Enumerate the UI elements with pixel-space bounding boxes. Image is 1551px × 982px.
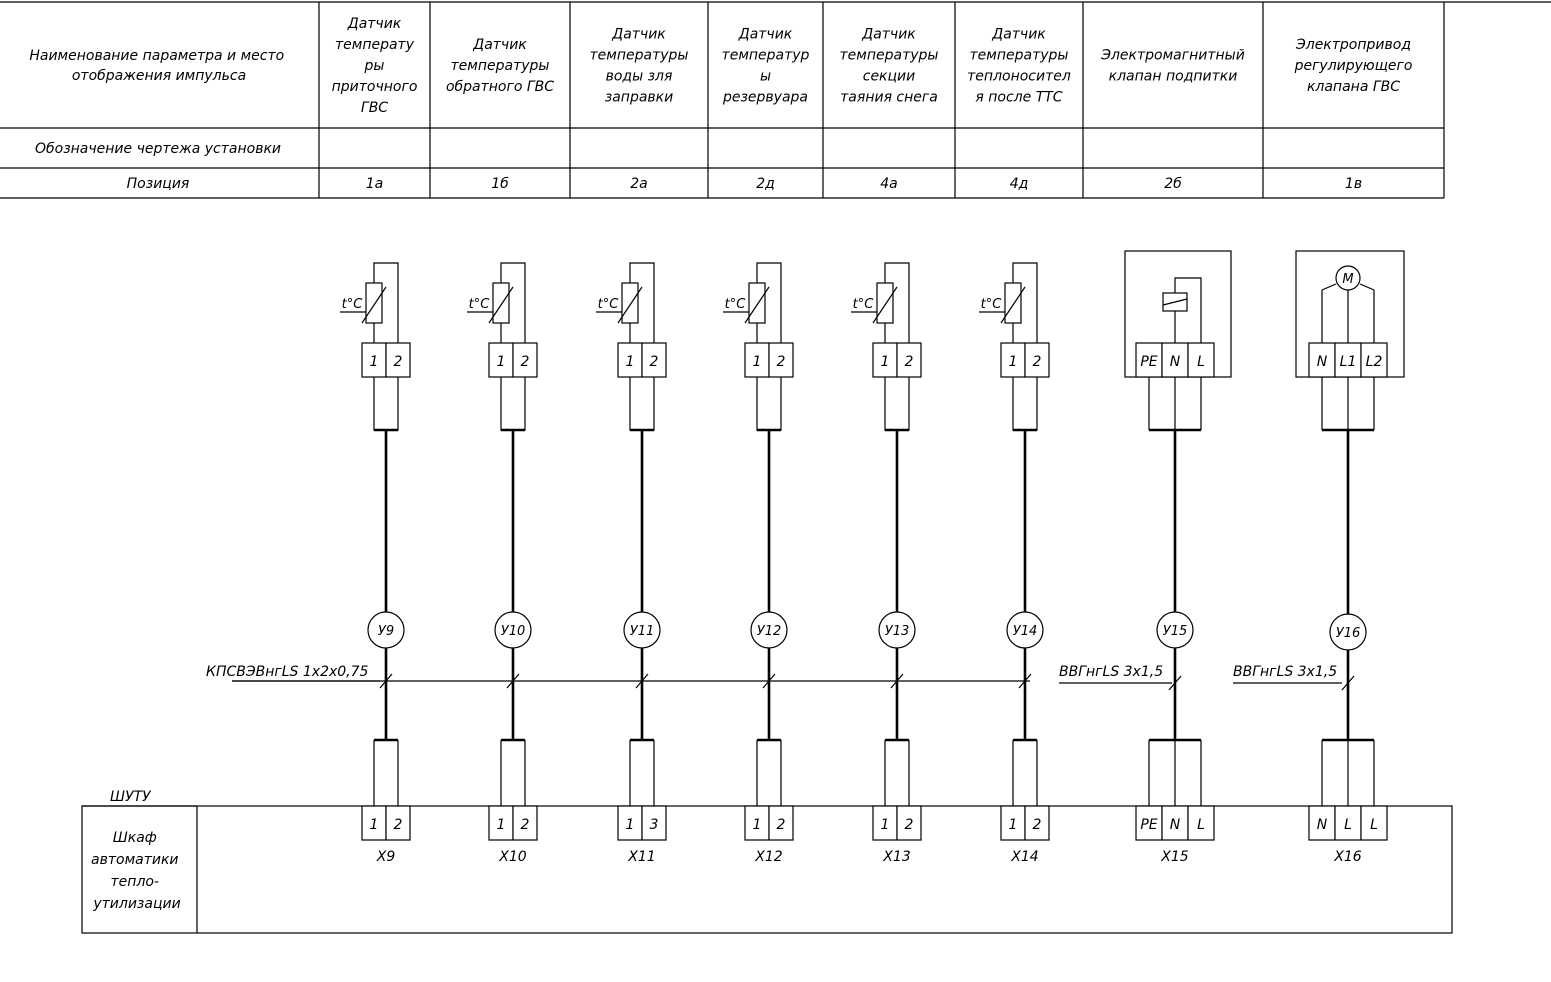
column-positions bbox=[366, 176, 1362, 192]
field-terminal-label: L2 bbox=[1365, 354, 1383, 370]
cabinet-terminal-label: L bbox=[1370, 817, 1378, 833]
cabinet-terminal-blocks bbox=[362, 740, 1387, 865]
sensor-label-text: t°C bbox=[341, 297, 363, 312]
cabinet-terminal-block bbox=[1309, 740, 1387, 865]
cabinet-terminal-label: 1 bbox=[369, 817, 379, 833]
cable-marker-label: У10 bbox=[500, 624, 526, 639]
cabinet-terminal-label: N bbox=[1169, 817, 1181, 833]
terminal-block-label: X12 bbox=[755, 849, 783, 865]
terminal-block-label: X16 bbox=[1334, 849, 1362, 865]
drawing-row-label: Обозначение чертежа установки bbox=[34, 141, 282, 157]
terminal-block-label: X13 bbox=[883, 849, 911, 865]
column-position-value: 4д bbox=[1009, 176, 1029, 192]
column-header-title: Датчик температуры теплоносител я после ТТС bbox=[967, 26, 1071, 106]
thermistor-symbol bbox=[622, 283, 638, 323]
field-terminal-label: 2 bbox=[904, 354, 914, 370]
cable-marker-label: У16 bbox=[1335, 626, 1361, 641]
cabinet-terminal-label: 2 bbox=[393, 817, 403, 833]
field-terminal-label: 1 bbox=[880, 354, 890, 370]
cable-run bbox=[624, 430, 660, 740]
terminal-block-label: X14 bbox=[1011, 849, 1039, 865]
thermistor-symbol bbox=[1005, 283, 1021, 323]
field-terminal-label: 2 bbox=[776, 354, 786, 370]
temperature-sensor bbox=[596, 263, 666, 430]
cable-gland-top bbox=[630, 377, 654, 430]
field-terminal-label: 1 bbox=[625, 354, 635, 370]
cable-gland-top bbox=[501, 377, 525, 430]
cable-gland-top bbox=[757, 377, 781, 430]
field-terminal-label: L bbox=[1197, 354, 1205, 370]
field-terminal-label: 1 bbox=[369, 354, 379, 370]
column-position-value: 1а bbox=[365, 176, 384, 192]
temperature-sensor bbox=[723, 263, 793, 430]
field-terminal-label: 2 bbox=[1032, 354, 1042, 370]
cabinet-terminal-block bbox=[873, 740, 921, 865]
sensor-label-text: t°C bbox=[597, 297, 619, 312]
temperature-sensor bbox=[340, 263, 410, 430]
cable-type-power-valve: ВВГнгLS 3х1,5 bbox=[1059, 664, 1164, 680]
position-row-label: Позиция bbox=[126, 176, 190, 192]
cabinet-terminal-block bbox=[1001, 740, 1049, 865]
sensor-label-text: t°C bbox=[852, 297, 874, 312]
cable-run bbox=[751, 430, 787, 740]
field-terminal-label: 2 bbox=[649, 354, 659, 370]
thermistor-symbol bbox=[749, 283, 765, 323]
cabinet-terminal-label: 1 bbox=[496, 817, 506, 833]
motor-label: M bbox=[1342, 272, 1354, 287]
cabinet-terminal-label: 2 bbox=[520, 817, 530, 833]
terminal-block-label: X9 bbox=[376, 849, 396, 865]
column-position-value: 2а bbox=[630, 176, 648, 192]
cabinet-terminal-label: N bbox=[1316, 817, 1328, 833]
cabinet-terminal-label: 2 bbox=[904, 817, 914, 833]
column-position-value: 2б bbox=[1164, 176, 1182, 192]
cable-marker-label: У15 bbox=[1162, 624, 1188, 639]
cabinet-terminal-block bbox=[1136, 740, 1214, 865]
temperature-sensor bbox=[851, 263, 921, 430]
cabinet-terminal-label: 1 bbox=[752, 817, 762, 833]
cabinet-terminal-label: PE bbox=[1140, 817, 1158, 833]
cable-lines bbox=[368, 430, 1366, 740]
cable-gland-top bbox=[1013, 377, 1037, 430]
sensor-label-text: t°C bbox=[724, 297, 746, 312]
cabinet-terminal-block bbox=[362, 740, 410, 865]
cable-run bbox=[879, 430, 915, 740]
cabinet-terminal-block bbox=[745, 740, 793, 865]
thermistor-symbol bbox=[366, 283, 382, 323]
cable-run bbox=[1157, 430, 1193, 740]
cabinet-terminal-label: L bbox=[1344, 817, 1352, 833]
parameter-table bbox=[0, 2, 1551, 198]
field-terminal-label: PE bbox=[1140, 354, 1158, 370]
column-position-value: 1б bbox=[491, 176, 509, 192]
field-terminal-label: L1 bbox=[1339, 354, 1357, 370]
column-header-title: Датчик температур ы резервуара bbox=[721, 26, 810, 106]
field-terminal-label: N bbox=[1169, 354, 1181, 370]
column-position-value: 2д bbox=[756, 176, 775, 192]
cable-marker-label: У11 bbox=[629, 624, 655, 639]
cable-run bbox=[1330, 430, 1366, 740]
terminal-block-label: X11 bbox=[628, 849, 656, 865]
solenoid-valve bbox=[1125, 251, 1231, 430]
column-header-title: Датчик температуры секции таяния снега bbox=[839, 26, 939, 106]
column-position-value: 1в bbox=[1344, 176, 1363, 192]
temperature-sensor bbox=[467, 263, 537, 430]
field-terminal-label: 1 bbox=[496, 354, 506, 370]
terminal-block-label: X15 bbox=[1161, 849, 1189, 865]
column-headers bbox=[332, 16, 1413, 116]
cabinet-terminal-label: 3 bbox=[649, 817, 659, 833]
field-terminal-label: 1 bbox=[1008, 354, 1018, 370]
cable-gland-top bbox=[374, 377, 398, 430]
cable-run bbox=[1007, 430, 1043, 740]
cabinet-terminal-label: 2 bbox=[1032, 817, 1042, 833]
cable-marker-label: У9 bbox=[377, 624, 395, 639]
cable-marker-label: У14 bbox=[1012, 624, 1038, 639]
column-header-title: Электромагнитный клапан подпитки bbox=[1101, 47, 1245, 85]
cable-type-control: КПСВЭВнгLS 1х2х0,75 bbox=[206, 664, 369, 680]
cabinet-terminal-label: 2 bbox=[776, 817, 786, 833]
cabinet-terminal-block bbox=[618, 740, 666, 865]
row-header-label: Наименование параметра и место отображения импульса bbox=[29, 48, 285, 84]
cable-run bbox=[495, 430, 531, 740]
column-header-title: Электропривод регулирующего клапана ГВС bbox=[1294, 37, 1413, 95]
field-terminal-label: N bbox=[1316, 354, 1328, 370]
cable-marker-label: У13 bbox=[884, 624, 910, 639]
cabinet-terminal-block bbox=[489, 740, 537, 865]
sensor-label-text: t°C bbox=[980, 297, 1002, 312]
field-terminal-label: 1 bbox=[752, 354, 762, 370]
field-terminal-label: 2 bbox=[520, 354, 530, 370]
sensor-label-text: t°C bbox=[468, 297, 490, 312]
cable-gland-top bbox=[885, 377, 909, 430]
cable-type-power-drive: ВВГнгLS 3х1,5 bbox=[1233, 664, 1338, 680]
thermistor-symbol bbox=[877, 283, 893, 323]
thermistor-symbol bbox=[493, 283, 509, 323]
cabinet-terminal-label: 1 bbox=[1008, 817, 1018, 833]
field-devices bbox=[340, 251, 1404, 430]
cabinet-code: ШУТУ bbox=[110, 789, 151, 805]
cabinet-name: Шкаф автоматики тепло- утилизации bbox=[91, 830, 181, 912]
cable-marker-label: У12 bbox=[756, 624, 782, 639]
cable-run bbox=[368, 430, 404, 740]
field-terminal-label: 2 bbox=[393, 354, 403, 370]
column-header-title: Датчик температуры обратного ГВС bbox=[445, 37, 555, 95]
cabinet-terminal-label: 1 bbox=[625, 817, 635, 833]
column-header-title: Датчик температуры воды зля заправки bbox=[589, 26, 689, 106]
electric-drive bbox=[1296, 251, 1404, 430]
column-header-title: Датчик температу ры приточного ГВС bbox=[331, 16, 418, 116]
column-position-value: 4а bbox=[880, 176, 898, 192]
terminal-block-label: X10 bbox=[499, 849, 527, 865]
cabinet-terminal-label: 1 bbox=[880, 817, 890, 833]
cabinet-terminal-label: L bbox=[1197, 817, 1205, 833]
temperature-sensor bbox=[979, 263, 1049, 430]
